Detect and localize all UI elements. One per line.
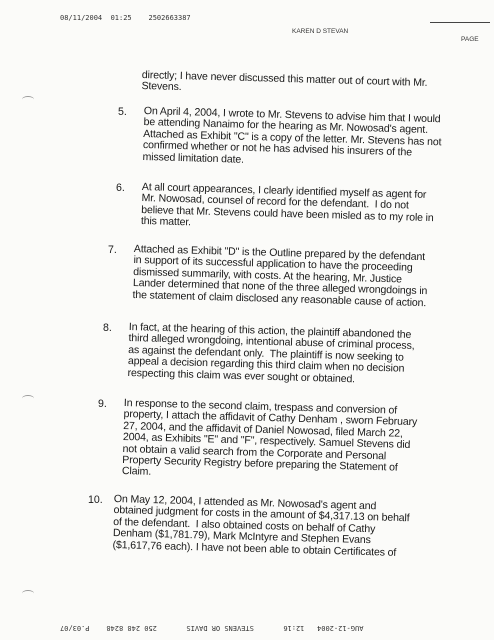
paragraph-number: 9. [98, 398, 107, 410]
paragraph-9: In response to the second claim, trespass and conversion of property, I attach the affidavit of Cathy Denham , sworn February 27, 2004, and the affidavit of Daniel Nowosad, filed March 22, 2004, as Exhibits "E" and "F", respectively. Samuel Stevens did not obtain a valid search from the Corporate and Personal Property Security Registry before preparing the Statement of Claim. [121, 397, 418, 479]
paragraph-number: 6. [116, 182, 125, 194]
paragraph-7: Attached as Exhibit "D" is the Outline prepared by the defendant in support of its successful application to have the proceeding dismissed summarily, with costs. At the hearing, Mr. Justice Lander determined that none of the three alleged wrongdoings in the statement of claim disclosed any reasonable cause of action. [132, 243, 428, 309]
fax-header-sender: KAREN D STEVAN [292, 28, 349, 35]
punch-hole-mark [22, 395, 34, 402]
paragraph-number: 8. [103, 322, 112, 334]
punch-hole-mark [22, 96, 34, 103]
fax-header-timestamp: 08/11/2004 01:25 2502663387 [60, 14, 191, 22]
fax-header-page: PAGE [461, 36, 479, 43]
header-rule [430, 22, 490, 23]
paragraph-number: 5. [118, 106, 127, 118]
paragraph-number: 7. [108, 244, 117, 256]
paragraph-8: In fact, at the hearing of this action, the plaintiff abandoned the third alleged wrongdoing, intentional abuse of criminal process, as against the defendant only. The plaintiff is now seeking to appeal a decision regarding this third claim when no decision respecting this claim was ever sought or obtained. [127, 321, 415, 385]
paragraph-number: 10. [88, 494, 103, 506]
paragraph-10: On May 12, 2004, I attended as Mr. Nowosad's agent and obtained judgment for costs in the amount of $4,317.13 on behalf of the defendant. I also obtained costs on behalf of Cathy Denham ($1,781.79), Mark McIntyre and Stephen Evans ($1,617,76 each). I have not been able to obtain Certificates of [112, 493, 410, 559]
paragraph-6: At all court appearances, I clearly identified myself as agent for Mr. Nowosad, counsel of record for the defendant. I do not believe that Mr. Stevens could have been misled as to my role in this matter. [140, 181, 434, 229]
paragraph-5: On April 4, 2004, I wrote to Mr. Stevens to advise him that I would be attending Nanaimo for the hearing as Mr. Nowosad's agent. Attached as Exhibit "C" is a copy of the letter. Mr. Stevens has not confirmed whether or not he has advised his insurers of the missed limitation date. [142, 105, 442, 166]
paragraph-continued: directly; I have never discussed this matter out of court with Mr. Stevens. [141, 69, 428, 94]
punch-hole-mark [22, 590, 34, 597]
fax-footer-transmission-line: AUG-12-2004 12:16 STEVENS OR DAVIS 250 248 8248 P.03/07 [60, 624, 364, 632]
